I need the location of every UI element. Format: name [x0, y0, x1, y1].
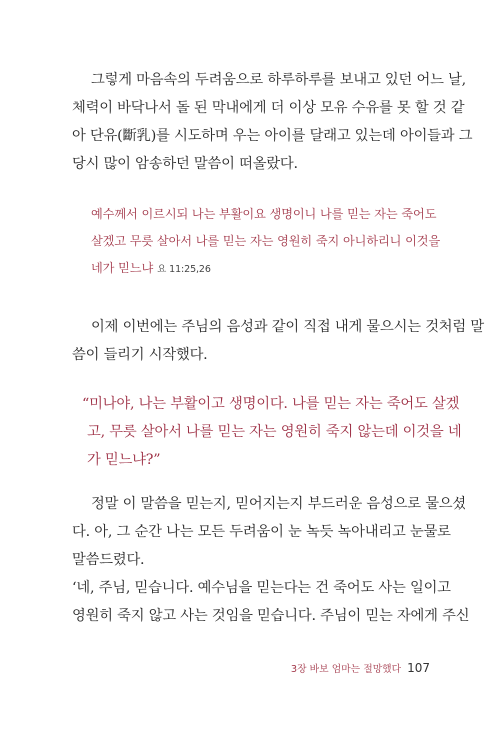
body-text-line: 그렇게 마음속의 두려움으로 하루하루를 보내고 있던 어느 날, [91, 72, 467, 88]
body-text-line: 씀이 들리기 시작했다. [72, 347, 208, 363]
body-text-line: 다. 아, 그 순간 나는 모든 두려움이 눈 녹듯 녹아내리고 눈물로 [72, 524, 451, 540]
verse-line: 예수께서 이르시되 나는 부활이요 생명이니 나를 믿는 자는 죽어도 [91, 207, 437, 221]
body-text-line: 영원히 죽지 않고 사는 것임을 믿습니다. 주님이 믿는 자에게 주신 [72, 608, 470, 624]
body-text-line: 당시 많이 암송하던 말씀이 떠올랐다. [72, 156, 298, 172]
body-text-line: ‘네, 주님, 믿습니다. 예수님을 믿는다는 건 죽어도 사는 일이고 [72, 580, 451, 596]
verse-last-line-text: 네가 믿느냐 [91, 261, 154, 275]
verse-reference: 요 11:25,26 [157, 264, 211, 275]
running-chapter-title: 3장 바보 엄마는 절망했다 [290, 664, 402, 675]
quoted-voice-line: “미나야, 나는 부활이고 생명이다. 나를 믿는 자는 죽어도 살겠 [82, 396, 460, 412]
quoted-voice-line: 고, 무릇 살아서 나를 믿는 자는 영원히 죽지 않는데 이것을 네 [87, 424, 462, 440]
page-footer [291, 657, 430, 676]
body-text-line: 이제 이번에는 주님의 음성과 같이 직접 내게 물으시는 것처럼 말 [91, 319, 484, 335]
body-text-line: 체력이 바닥나서 돌 된 막내에게 더 이상 모유 수유를 못 할 것 같 [72, 100, 465, 116]
quoted-voice-line: 가 믿느냐?” [87, 452, 161, 468]
body-text-line: 아 단유(斷乳)를 시도하며 우는 아이를 달래고 있는데 아이들과 그 [72, 128, 473, 144]
body-text-line: 정말 이 말씀을 믿는지, 믿어지는지 부드러운 음성으로 물으셨 [91, 496, 467, 512]
verse-line [91, 259, 211, 276]
verse-line: 살겠고 무릇 살아서 나를 믿는 자는 영원히 죽지 아니하리니 이것을 [91, 234, 441, 248]
body-text-line: 말씀드렸다. [72, 552, 145, 568]
page-number: 107 [407, 661, 430, 675]
